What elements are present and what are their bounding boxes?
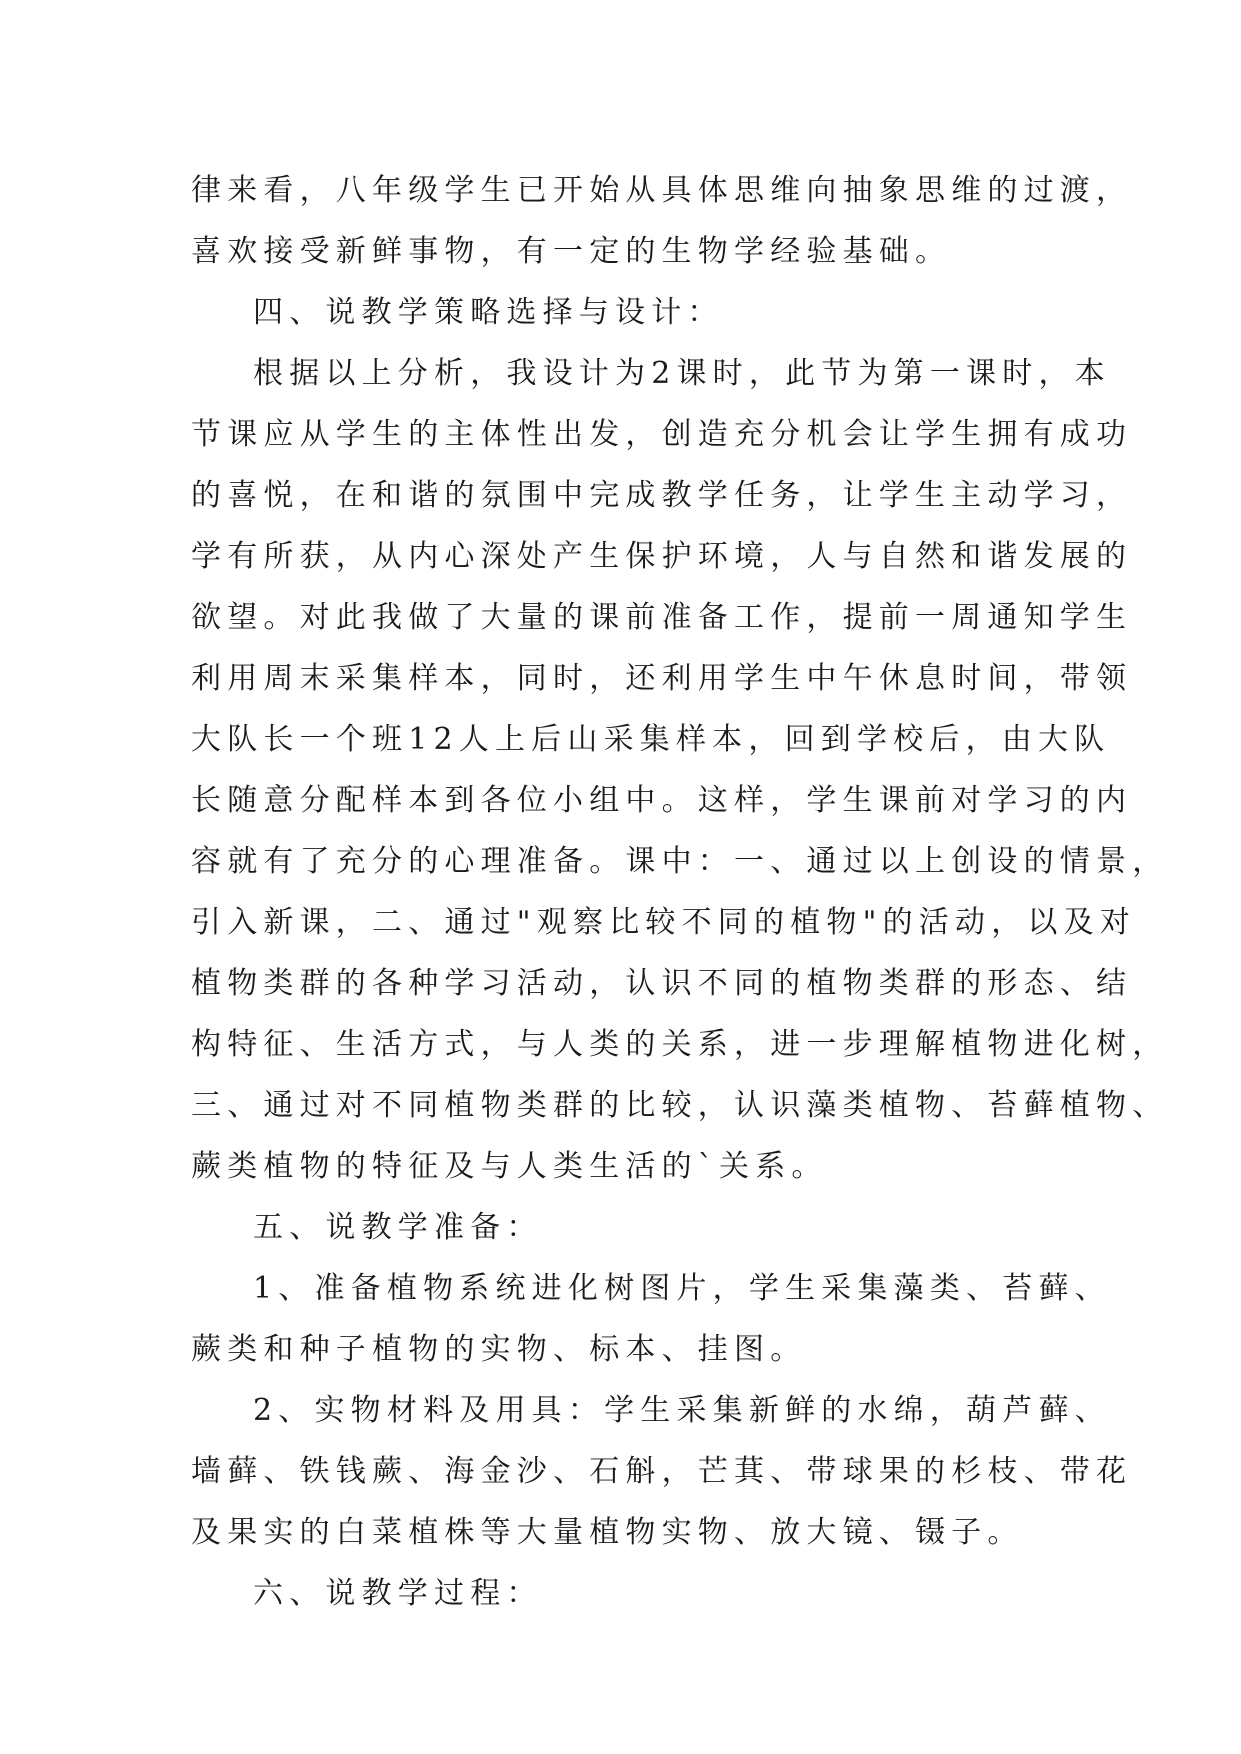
text-line: 1、准备植物系统进化树图片，学生采集藻类、苔藓、: [253, 1271, 1111, 1306]
text-line: 容就有了充分的心理准备。课中：一、通过以上创设的情景，: [191, 844, 1169, 879]
text-line: 五、说教学准备：: [253, 1210, 543, 1245]
text-line: 节课应从学生的主体性出发，创造充分机会让学生拥有成功: [191, 417, 1133, 452]
text-line: 欲望。对此我做了大量的课前准备工作，提前一周通知学生: [191, 600, 1133, 635]
text-line: 利用周末采集样本，同时，还利用学生中午休息时间，带领: [191, 661, 1133, 696]
text-line: 学有所获，从内心深处产生保护环境，人与自然和谐发展的: [191, 539, 1133, 574]
text-line: 构特征、生活方式，与人类的关系，进一步理解植物进化树，: [191, 1027, 1169, 1062]
text-line: 喜欢接受新鲜事物，有一定的生物学经验基础。: [191, 234, 952, 269]
text-line: 长随意分配样本到各位小组中。这样，学生课前对学习的内: [191, 783, 1133, 818]
text-line: 的喜悦，在和谐的氛围中完成教学任务，让学生主动学习，: [191, 478, 1133, 513]
text-line: 根据以上分析，我设计为2课时，此节为第一课时，本: [253, 356, 1111, 391]
text-line: 蕨类植物的特征及与人类生活的`关系。: [191, 1149, 828, 1184]
text-line: 引入新课，二、通过"观察比较不同的植物"的活动，以及对: [191, 905, 1136, 940]
text-line: 六、说教学过程：: [253, 1576, 543, 1611]
text-line: 蕨类和种子植物的实物、标本、挂图。: [191, 1332, 807, 1367]
text-line: 植物类群的各种学习活动，认识不同的植物类群的形态、结: [191, 966, 1133, 1001]
text-line: 2、实物材料及用具：学生采集新鲜的水绵，葫芦藓、: [253, 1393, 1111, 1428]
document-body: [191, 160, 1169, 1624]
text-line: 四、说教学策略选择与设计：: [253, 295, 724, 330]
text-line: 墙藓、铁钱蕨、海金沙、石斛，芒萁、带球果的杉枝、带花: [191, 1454, 1133, 1489]
text-line: 大队长一个班12人上后山采集样本，回到学校后，由大队: [191, 722, 1111, 757]
text-line: 及果实的白菜植株等大量植物实物、放大镜、镊子。: [191, 1515, 1024, 1550]
text-line: 律来看，八年级学生已开始从具体思维向抽象思维的过渡，: [191, 173, 1133, 208]
text-line: 三、通过对不同植物类群的比较，认识藻类植物、苔藓植物、: [191, 1088, 1169, 1123]
